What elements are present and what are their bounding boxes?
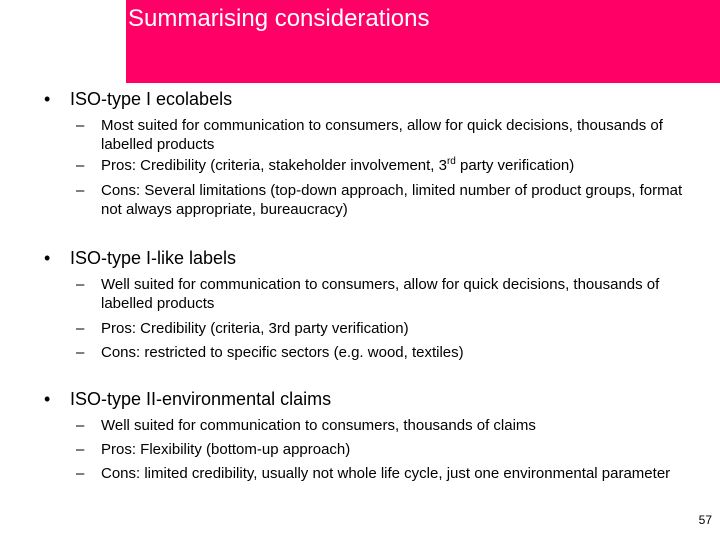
dash-icon: – xyxy=(76,441,85,458)
dash-icon: – xyxy=(76,157,85,174)
list-item xyxy=(101,156,701,175)
list-item: Cons: limited credibility, usually not whole life cycle, just one environmental parameter xyxy=(101,465,671,482)
dash-icon: – xyxy=(76,182,85,199)
section-heading: ISO-type II-environmental claims xyxy=(70,389,332,409)
list-item: Pros: Credibility (criteria, 3rd party verification) xyxy=(101,320,409,337)
list-item: Most suited for communication to consumers, allow for quick decisions, thousands of labelled products xyxy=(101,117,663,153)
section-heading: ISO-type I-like labels xyxy=(70,248,237,268)
page-number: 57 xyxy=(698,513,712,527)
dash-icon: – xyxy=(76,117,85,134)
dash-icon: – xyxy=(76,320,85,337)
superscript-ordinal: rd xyxy=(446,156,456,167)
bullet-icon: • xyxy=(44,89,51,109)
list-item: Well suited for communication to consumers, thousands of claims xyxy=(101,417,536,434)
list-item-text-end: party verification) xyxy=(455,157,575,174)
list-item: Well suited for communication to consumers, allow for quick decisions, thousands of labelled products xyxy=(101,276,660,312)
list-item: Cons: restricted to specific sectors (e.g. wood, textiles) xyxy=(101,344,464,361)
slide-title: Summarising considerations xyxy=(128,5,430,32)
list-item-text: Pros: Credibility (criteria, stakeholder involvement, 3 xyxy=(101,157,447,174)
bullet-icon: • xyxy=(44,248,51,268)
list-item: Cons: Several limitations (top-down approach, limited number of product groups, format not always appropriate, bureaucracy) xyxy=(101,182,683,218)
dash-icon: – xyxy=(76,465,85,482)
bullet-icon: • xyxy=(44,389,51,409)
dash-icon: – xyxy=(76,344,85,361)
list-item: Pros: Flexibility (bottom-up approach) xyxy=(101,441,351,458)
dash-icon: – xyxy=(76,417,85,434)
dash-icon: – xyxy=(76,276,85,293)
section-heading: ISO-type I ecolabels xyxy=(70,89,233,109)
